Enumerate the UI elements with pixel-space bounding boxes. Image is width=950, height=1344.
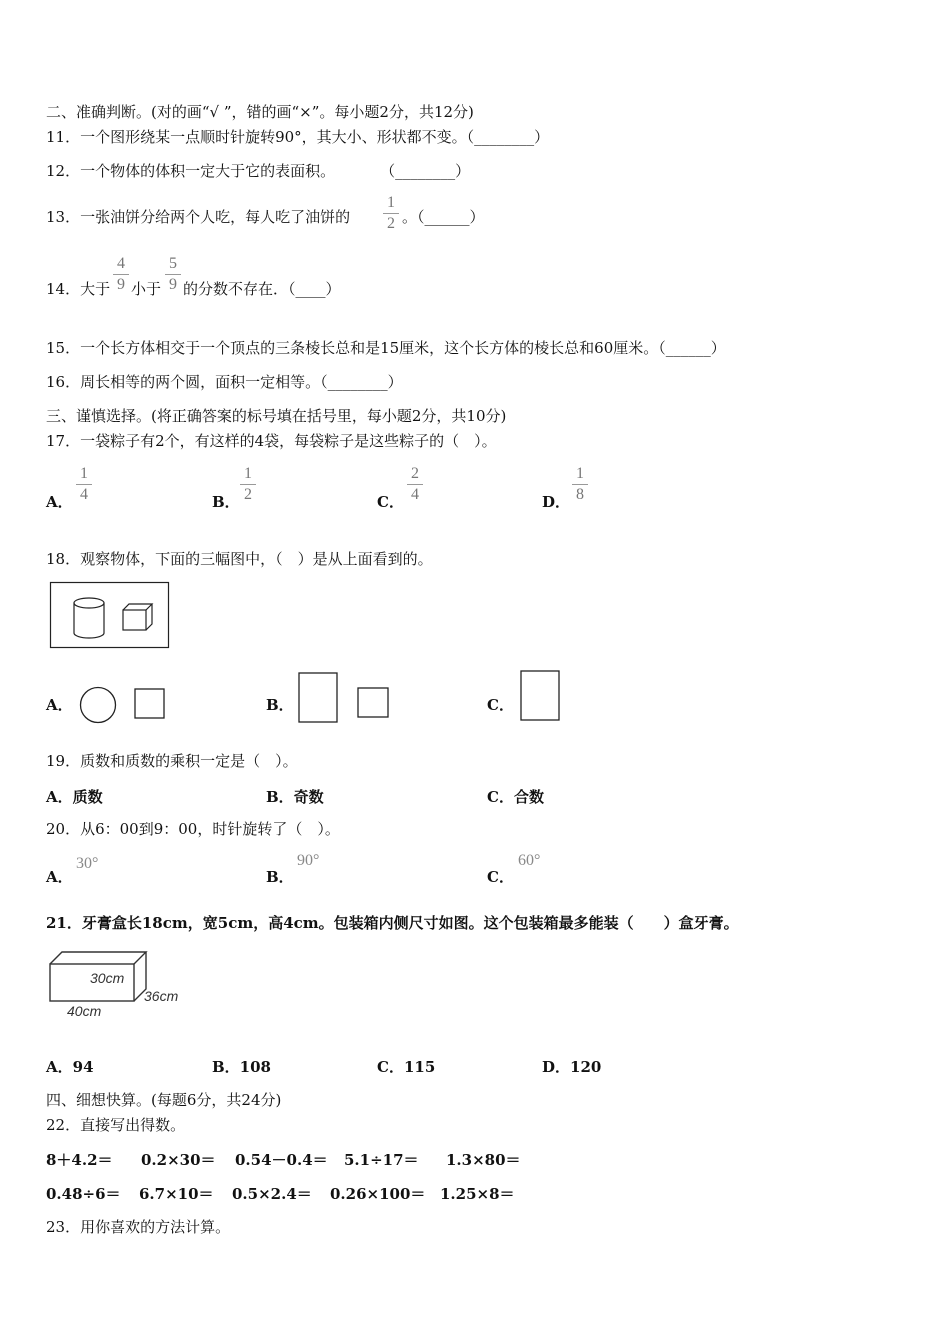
q18-option-c-figure	[520, 670, 562, 722]
fraction-one-half: 1 2	[383, 194, 399, 233]
calc-item: 0.26×100＝	[330, 1185, 426, 1203]
calc-item: 0.54－0.4＝	[235, 1151, 328, 1169]
q21-option-d: D．120	[542, 1058, 602, 1076]
calc-item: 1.3×80＝	[446, 1151, 521, 1169]
q17-option-a-label: A．	[46, 493, 73, 511]
q18-option-b-label: B．	[266, 696, 294, 714]
q18-option-b-figure	[298, 672, 393, 724]
calc-item: 5.1÷17＝	[344, 1151, 419, 1169]
q20-option-c-value: 60°	[518, 852, 541, 869]
q21-option-a: A．94	[46, 1058, 94, 1076]
q17-option-c-fraction: 2 4	[407, 465, 423, 504]
q17-option-a-fraction: 1 4	[76, 465, 92, 504]
q21-label-30cm: 30cm	[90, 970, 125, 986]
question-11: 11．一个图形绕某一点顺时针旋转90°，其大小、形状都不变。（________）	[46, 128, 550, 146]
question-23: 23．用你喜欢的方法计算。	[46, 1218, 231, 1236]
question-21: 21．牙膏盒长18cm，宽5cm，高4cm。包装箱内侧尺寸如图。这个包装箱最多能装（ ）盒牙膏。	[46, 914, 739, 932]
calc-item: 0.5×2.4＝	[232, 1185, 312, 1203]
q21-option-b: B．108	[212, 1058, 271, 1076]
question-20: 20．从6：00到9：00，时针旋转了（ ）。	[46, 820, 340, 838]
question-14-blank: 的分数不存在．（____）	[183, 280, 341, 298]
question-15: 15．一个长方体相交于一个顶点的三条棱长总和是15厘米，这个长方体的棱长总和60厘米。（______）	[46, 339, 726, 357]
calc-item: 8＋4.2＝	[46, 1151, 113, 1169]
calc-item: 6.7×10＝	[139, 1185, 214, 1203]
calc-item: 0.48÷6＝	[46, 1185, 121, 1203]
q17-option-b-label: B．	[212, 493, 240, 511]
question-14-mid: 小于	[131, 280, 162, 298]
q17-option-d-label: D．	[542, 493, 571, 511]
section-2-title: 二、准确判断。(对的画“√ ”，错的画“×”。每小题2分，共12分)	[46, 103, 474, 121]
q20-option-b-value: 90°	[297, 852, 320, 869]
question-13-blank: 。（______）	[402, 208, 485, 226]
question-22: 22．直接写出得数。	[46, 1116, 186, 1134]
q18-option-a-label: A．	[46, 696, 73, 714]
question-16: 16．周长相等的两个圆，面积一定相等。（________）	[46, 373, 403, 391]
section-3-title: 三、谨慎选择。(将正确答案的标号填在括号里，每小题2分，共10分)	[46, 407, 507, 425]
calc-item: 0.2×30＝	[141, 1151, 216, 1169]
section-4-title: 四、细想快算。(每题6分，共24分)	[46, 1091, 282, 1109]
question-14-text: 14．大于	[46, 280, 111, 298]
question-13-text: 13．一张油饼分给两个人吃，每人吃了油饼的	[46, 208, 351, 226]
calc-item: 1.25×8＝	[440, 1185, 515, 1203]
q20-option-a-value: 30°	[76, 855, 99, 872]
question-18: 18．观察物体，下面的三幅图中，（ ）是从上面看到的。	[46, 550, 433, 568]
question-17: 17．一袋粽子有2个，有这样的4袋，每袋粽子是这些粽子的（ ）。	[46, 432, 497, 450]
q19-option-b: B．奇数	[266, 788, 324, 806]
q19-option-a: A．质数	[46, 788, 103, 806]
q17-option-d-fraction: 1 8	[572, 465, 588, 504]
q17-option-b-fraction: 1 2	[240, 465, 256, 504]
q21-label-36cm: 36cm	[144, 988, 179, 1004]
q20-option-c-label: C．	[487, 868, 514, 886]
q21-option-c: C．115	[377, 1058, 436, 1076]
q17-option-c-label: C．	[377, 493, 404, 511]
q19-option-c: C．合数	[487, 788, 544, 806]
question-19: 19．质数和质数的乘积一定是（ ）。	[46, 752, 298, 770]
fraction-four-ninths: 4 9	[113, 255, 129, 294]
fraction-five-ninths: 5 9	[165, 255, 181, 294]
q20-option-a-label: A．	[46, 868, 73, 886]
question-12: 12．一个物体的体积一定大于它的表面积。 （________）	[46, 162, 471, 180]
q18-option-c-label: C．	[487, 696, 514, 714]
q21-label-40cm: 40cm	[67, 1003, 102, 1019]
q18-objects-figure	[50, 582, 170, 649]
q18-option-a-figure	[78, 686, 168, 724]
q20-option-b-label: B．	[266, 868, 294, 886]
